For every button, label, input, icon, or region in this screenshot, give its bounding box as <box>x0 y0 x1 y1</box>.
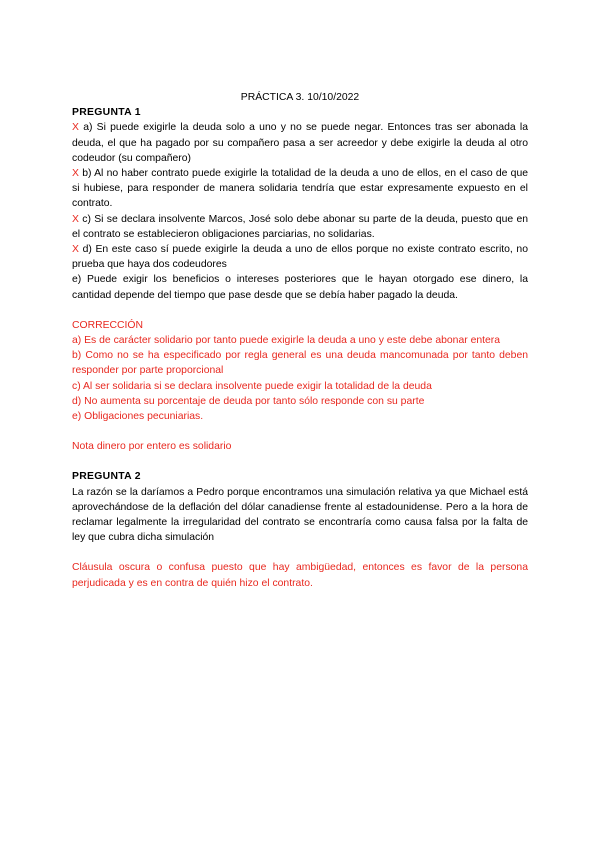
answer-c <box>72 212 528 242</box>
correction-c: c) Al ser solidaria si se declara insolvente puede exigir la totalidad de la deuda <box>72 380 432 392</box>
answer-a-text: a) Si puede exigirle la deuda solo a uno y no se puede negar. Entonces tras ser abonada la deuda, el que ha pagado por su compañero pasa a ser acreedor y debe exigirle la deuda al otro codeudor (su compañero) <box>72 122 529 164</box>
answer-b <box>72 166 528 212</box>
answer-b-text: b) Al no haber contrato puede exigirle la totalidad de la deuda a uno de ellos, en el caso de que si hubiese, para responder de manera solidaria tendría que estar expresamente expuesto en el contrato. <box>72 168 528 210</box>
correction-a: a) Es de carácter solidario por tanto puede exigirle la deuda a uno y este debe abonar entera <box>72 335 501 347</box>
correction-heading: CORRECCIÓN <box>72 319 144 331</box>
x-mark-b: X <box>72 168 79 180</box>
answer-d <box>72 242 528 272</box>
correction-b: b) Como no se ha especificado por regla general es una deuda mancomunada por tanto deben responder por parte proporcional <box>72 350 528 377</box>
question-2-heading: PREGUNTA 2 <box>72 471 141 483</box>
question-2-correction: Cláusula oscura o confusa puesto que hay ambigüedad, entonces es favor de la persona perjudicada y es en contra de quién hizo el contrato. <box>72 562 528 589</box>
answer-d-text: d) En este caso sí puede exigirle la deuda a uno de ellos porque no existe contrato escrito, no prueba que haya dos codeudores <box>72 244 528 271</box>
answer-e: e) Puede exigir los beneficios o intereses posteriores que le hayan otorgado ese dinero, la cantidad depende del tiempo que pase desde que se debía haber pagado la deuda. <box>72 274 528 301</box>
document-page <box>72 90 528 591</box>
answer-c-text: c) Si se declara insolvente Marcos, José solo debe abonar su parte de la deuda, puesto que en el contrato se establecieron obligaciones parciarias, no solidarias. <box>72 213 529 240</box>
x-mark-a: X <box>72 122 79 134</box>
x-mark-c: X <box>72 213 79 225</box>
correction-d: d) No aumenta su porcentaje de deuda por tanto sólo responde con su parte <box>72 395 425 407</box>
correction-e: e) Obligaciones pecuniarias. <box>72 411 204 423</box>
document-title: PRÁCTICA 3. 10/10/2022 <box>240 92 360 103</box>
x-mark-d: X <box>72 244 79 256</box>
question-2-answer: La razón se la daríamos a Pedro porque encontramos una simulación relativa ya que Michael está aprovechándose de la deflación del dólar canadiense frente al estadounidense. Pero a la hora de reclamar legalmente la irregularidad del contrato se encontraría como causa falsa por la falta de ley que cubra dicha simulación <box>72 486 528 544</box>
answer-a <box>72 120 528 166</box>
correction-note: Nota dinero por entero es solidario <box>72 441 232 453</box>
question-1-heading: PREGUNTA 1 <box>72 107 141 119</box>
